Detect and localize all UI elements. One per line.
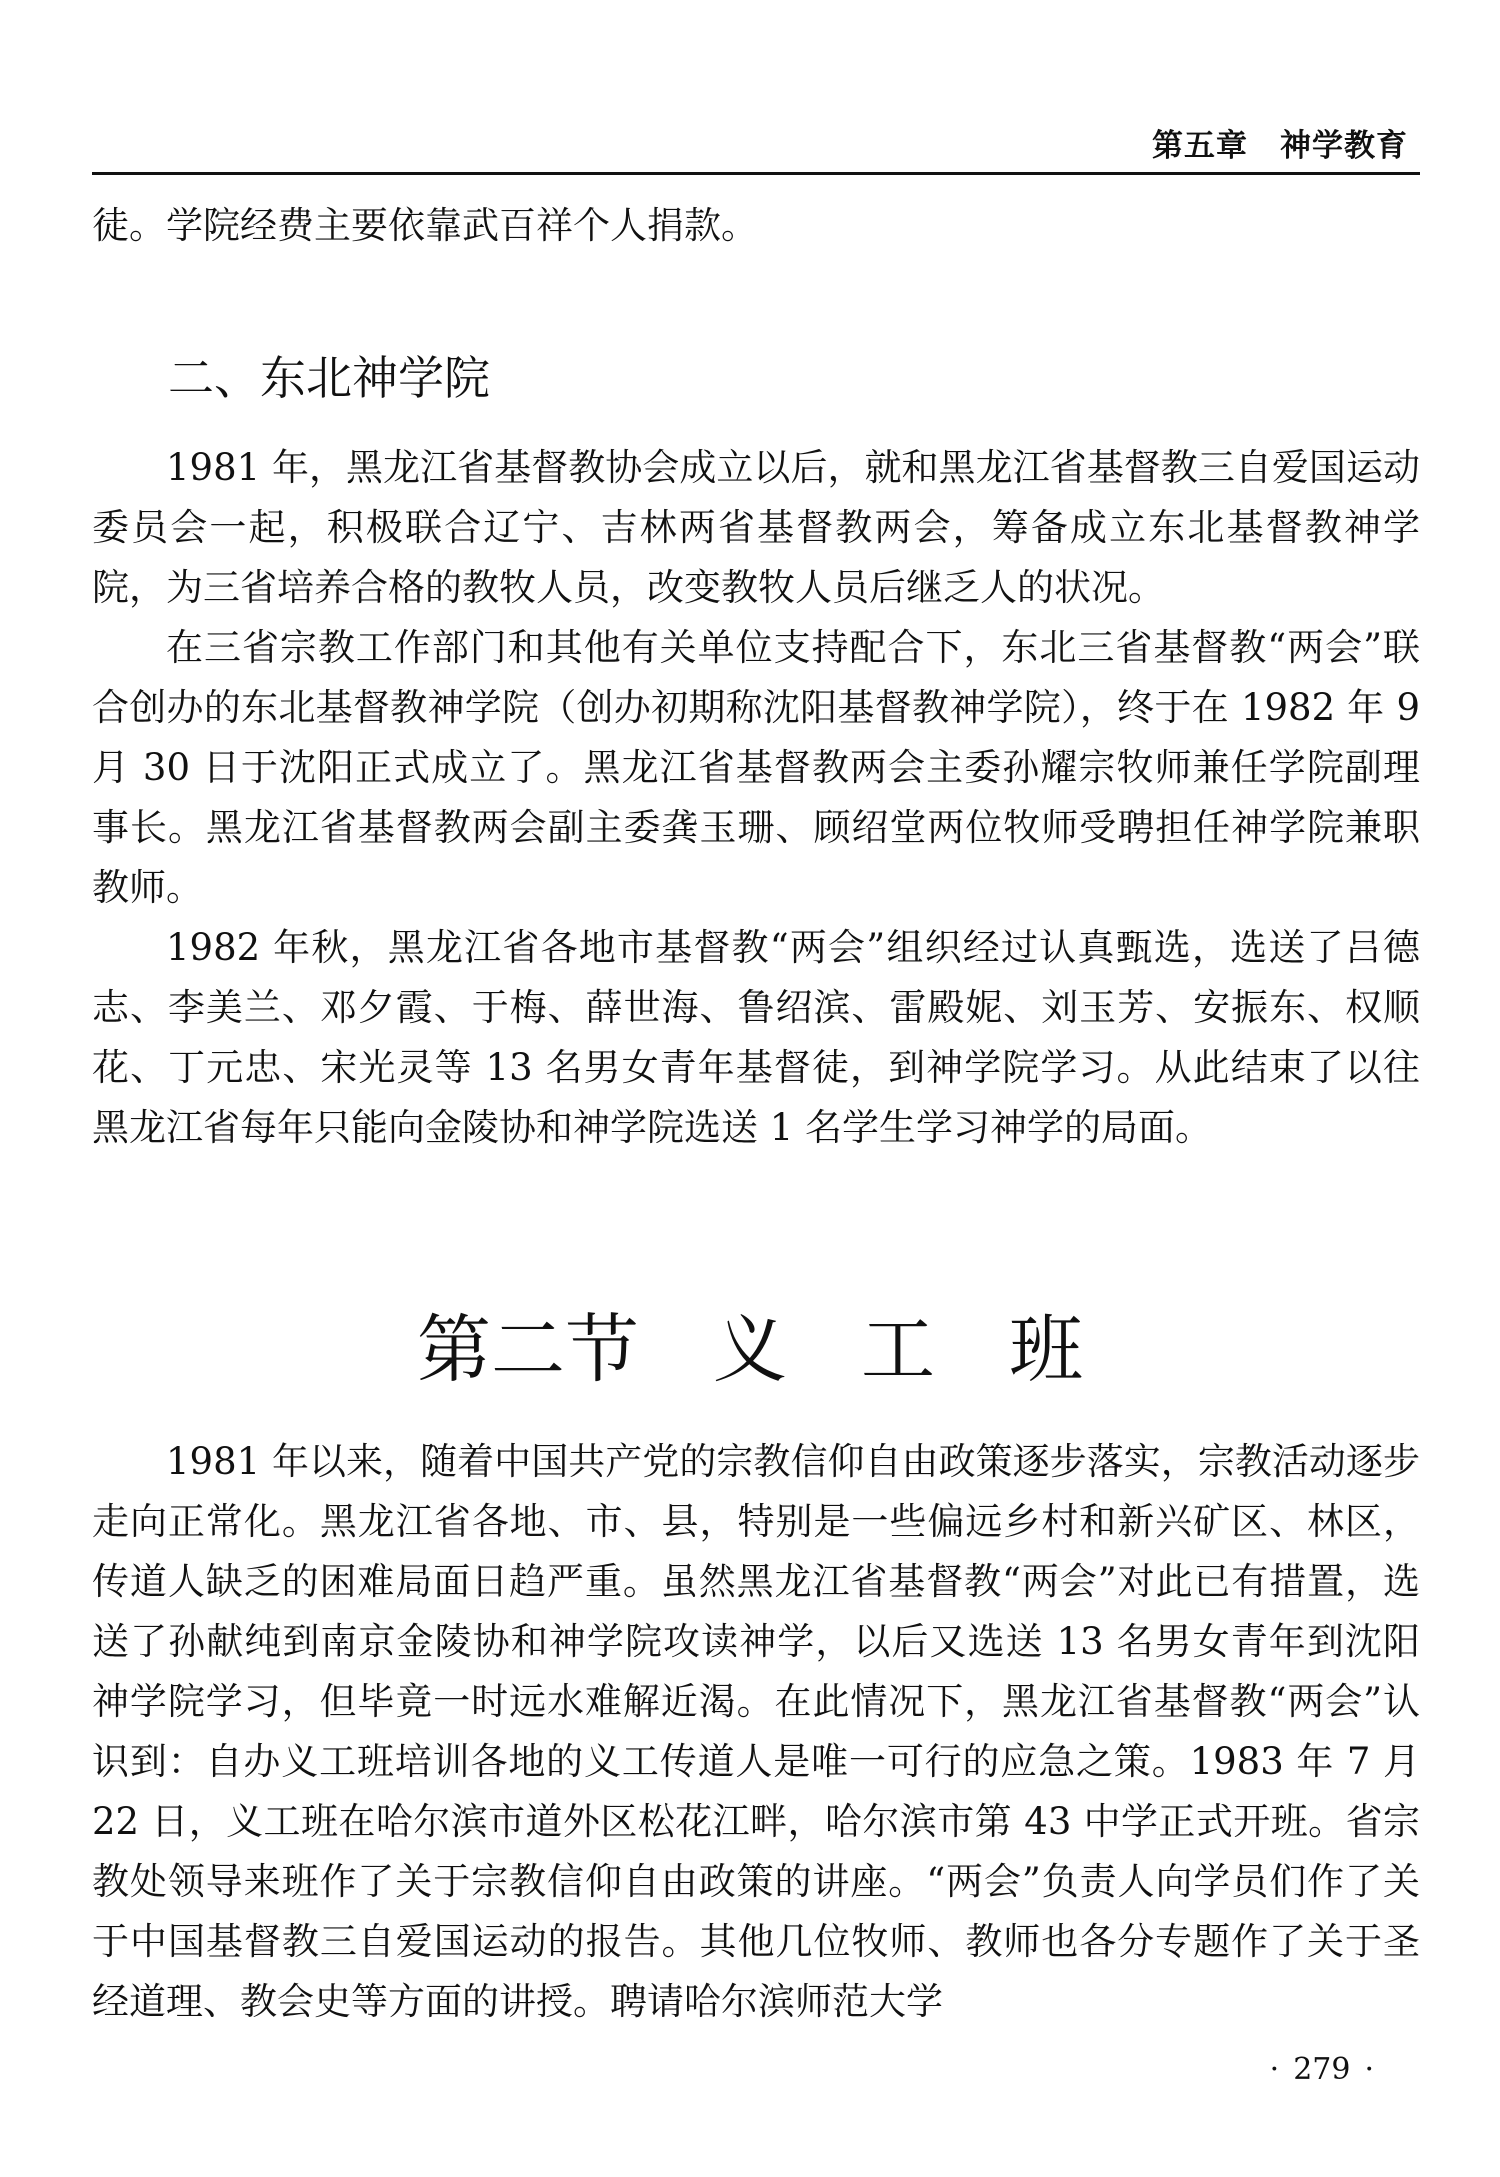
paragraph-3: 1982 年秋，黑龙江省各地市基督教“两会”组织经过认真甄选，选送了吕德志、李美兰、邓夕霞、于梅、薛世海、鲁绍滨、雷殿妮、刘玉芳、安振东、权顺花、丁元忠、宋光灵等 13 名男女青年基督徒，到神学院学习。从此结束了以往黑龙江省每年只能向金陵协和神学院选送 1 名学生学习神学的局面。 <box>92 926 1420 1149</box>
header-rule <box>92 172 1420 175</box>
paragraph-2: 在三省宗教工作部门和其他有关单位支持配合下，东北三省基督教“两会”联合创办的东北基督教神学院（创办初期称沈阳基督教神学院），终于在 1982 年 9 月 30 日于沈阳正式成立了。黑龙江省基督教两会主委孙耀宗牧师兼任学院副理事长。黑龙江省基督教两会副主委龚玉珊、顾绍堂两位牧师受聘担任神学院兼职教师。 <box>92 626 1420 909</box>
paragraph-4: 1981 年以来，随着中国共产党的宗教信仰自由政策逐步落实，宗教活动逐步走向正常化。黑龙江省各地、市、县，特别是一些偏远乡村和新兴矿区、林区，传道人缺乏的困难局面日趋严重。虽然黑龙江省基督教“两会”对此已有措置，选送了孙献纯到南京金陵协和神学院攻读神学，以后又选送 13 名男女青年到沈阳神学院学习，但毕竟一时远水难解近渴。在此情况下，黑龙江省基督教“两会”认识到：自办义工班培训各地的义工传道人是唯一可行的应急之策。1983 年 7 月 22 日，义工班在哈尔滨市道外区松花江畔，哈尔滨市第 43 中学正式开班。省宗教处领导来班作了关于宗教信仰自由政策的讲座。“两会”负责人向学员们作了关于中国基督教三自爱国运动的报告。其他几位牧师、教师也各分专题作了关于圣经道理、教会史等方面的讲授。聘请哈尔滨师范大学 <box>92 1440 1420 2023</box>
subsection-heading: 二、东北神学院 <box>168 351 490 405</box>
running-head: 第五章 神学教育 <box>1152 128 1408 164</box>
section-title: 第二节 义 工 班 <box>417 1307 1083 1393</box>
paragraph-continuation: 徒。学院经费主要依靠武百祥个人捐款。 <box>92 204 758 247</box>
page-number-value: 279 <box>1293 2052 1351 2087</box>
paragraph-1: 1981 年，黑龙江省基督教协会成立以后，就和黑龙江省基督教三自爱国运动委员会一起，积极联合辽宁、吉林两省基督教两会，筹备成立东北基督教神学院，为三省培养合格的教牧人员，改变教牧人员后继乏人的状况。 <box>92 446 1420 609</box>
page-number: · 279 · <box>1269 2052 1374 2087</box>
